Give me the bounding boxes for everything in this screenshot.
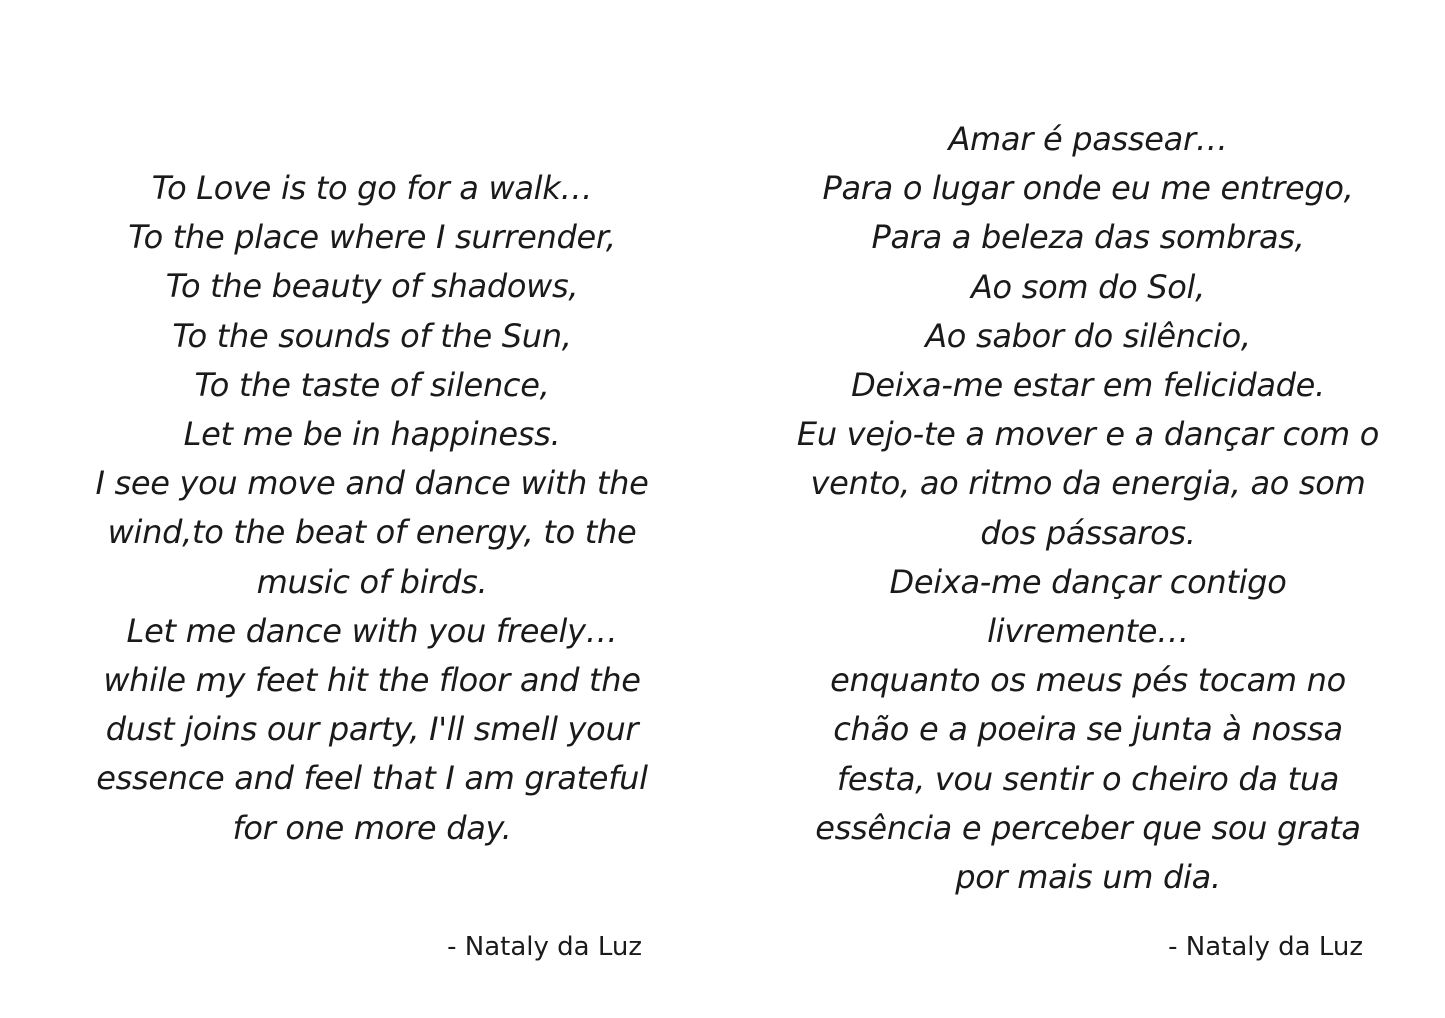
- poem-line: To the taste of silence,: [194, 365, 550, 404]
- poem-line: music of birds.: [256, 562, 488, 601]
- poem-line: Para o lugar onde eu me entrego,: [822, 169, 1354, 208]
- signature-english: - Nataly da Luz: [447, 932, 642, 962]
- poem-line: Ao sabor do silêncio,: [925, 316, 1251, 355]
- poem-line: Deixa-me dançar contigo: [889, 562, 1287, 601]
- poem-english: [72, 164, 672, 853]
- poem-line: To the beauty of shadows,: [165, 267, 579, 306]
- poem-line: Amar é passear…: [948, 120, 1228, 158]
- poem-line: for one more day.: [232, 808, 512, 847]
- poem-line: Ao som do Sol,: [970, 267, 1206, 306]
- poem-line: I see you move and dance with the: [95, 464, 649, 503]
- poem-portuguese: [760, 115, 1416, 902]
- poem-line: livremente…: [987, 612, 1189, 651]
- poem-line: essência e perceber que sou grata: [815, 808, 1361, 847]
- poem-line: dos pássaros.: [980, 513, 1196, 552]
- poem-line: To the place where I surrender,: [128, 218, 616, 257]
- poem-line: vento, ao ritmo da energia, ao som: [810, 464, 1366, 503]
- poem-line: por mais um dia.: [955, 858, 1221, 897]
- poem-line: Para a beleza das sombras,: [871, 218, 1305, 257]
- poem-line: enquanto os meus pés tocam no: [830, 661, 1346, 700]
- poem-line: dust joins our party, I'll smell your: [105, 710, 639, 749]
- poem-line: chão e a poeira se junta à nossa: [833, 710, 1343, 749]
- poem-line: festa, vou sentir o cheiro da tua: [836, 759, 1340, 798]
- poem-line: Let me be in happiness.: [183, 415, 561, 454]
- poem-line: while my feet hit the floor and the: [103, 661, 641, 700]
- poem-line: Let me dance with you freely…: [126, 611, 618, 650]
- poem-line: To the sounds of the Sun,: [172, 316, 572, 355]
- poem-line: essence and feel that I am grateful: [96, 759, 648, 798]
- poem-line: wind,to the beat of energy, to the: [107, 513, 637, 552]
- poem-line: Deixa-me estar em felicidade.: [851, 366, 1325, 405]
- poem-line: Eu vejo-te a mover e a dançar com o: [796, 415, 1380, 454]
- signature-portuguese: - Nataly da Luz: [1168, 932, 1363, 962]
- poem-line: To Love is to go for a walk…: [151, 169, 593, 207]
